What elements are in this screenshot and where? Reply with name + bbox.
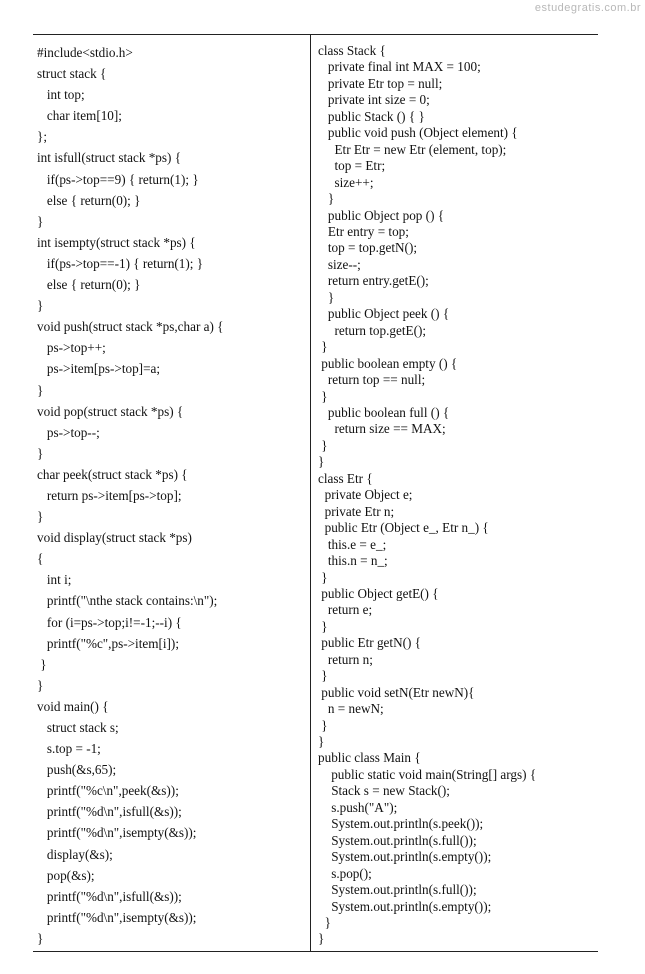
code-line: this.n = n_; xyxy=(318,553,388,569)
code-line: } xyxy=(318,437,328,453)
column-divider xyxy=(310,34,311,952)
code-line: private Object e; xyxy=(318,487,413,503)
code-line: this.e = e_; xyxy=(318,536,387,552)
code-line: } xyxy=(318,454,325,470)
code-line: }; xyxy=(37,129,47,145)
code-line: public Etr (Object e_, Etr n_) { xyxy=(318,520,489,536)
code-line: return top.getE(); xyxy=(318,322,427,338)
code-line: if(ps->top==-1) { return(1); } xyxy=(37,255,204,271)
code-line: private int size = 0; xyxy=(318,92,430,108)
code-line: } xyxy=(37,382,44,398)
code-line: char item[10]; xyxy=(37,108,122,124)
code-line: printf("%d\n",isfull(&s)); xyxy=(37,804,182,820)
code-line: ps->top++; xyxy=(37,340,106,356)
code-line: } xyxy=(318,668,328,684)
code-line: } xyxy=(318,915,331,931)
code-line: public static void main(String[] args) { xyxy=(318,766,537,782)
code-line: System.out.println(s.empty()); xyxy=(318,849,492,865)
code-line: return top == null; xyxy=(318,372,426,388)
code-line: printf("%d\n",isempty(&s)); xyxy=(37,825,197,841)
site-watermark: estudegratis.com.br xyxy=(534,2,641,14)
code-line: push(&s,65); xyxy=(37,762,117,778)
code-line: display(&s); xyxy=(37,846,113,862)
code-line: } xyxy=(37,298,44,314)
code-line: Etr entry = top; xyxy=(318,223,409,239)
code-line: return ps->item[ps->top]; xyxy=(37,487,182,503)
code-line: void pop(struct stack *ps) { xyxy=(37,403,184,419)
code-line: } xyxy=(37,445,44,461)
code-line: private final int MAX = 100; xyxy=(318,59,481,75)
code-line: } xyxy=(37,213,44,229)
code-line: s.top = -1; xyxy=(37,741,101,757)
code-line: int isempty(struct stack *ps) { xyxy=(37,234,196,250)
code-line: public Object peek () { xyxy=(318,306,450,322)
code-line: Stack s = new Stack(); xyxy=(318,783,450,799)
code-line: public boolean full () { xyxy=(318,404,450,420)
code-line: void push(struct stack *ps,char a) { xyxy=(37,319,224,335)
code-line: class Stack { xyxy=(318,43,386,58)
code-line: private Etr n; xyxy=(318,503,395,519)
code-line: s.push("A"); xyxy=(318,799,398,815)
code-line: printf("%d\n",isempty(&s)); xyxy=(37,909,197,925)
code-line: int isfull(struct stack *ps) { xyxy=(37,150,182,166)
code-line: public class Main { xyxy=(318,750,421,766)
code-line: System.out.println(s.full()); xyxy=(318,882,477,898)
code-line: int top; xyxy=(37,87,85,103)
code-line: return n; xyxy=(318,651,373,667)
code-line: struct stack { xyxy=(37,66,107,82)
code-line: private Etr top = null; xyxy=(318,75,443,91)
code-comparison-table xyxy=(33,34,598,952)
code-line: System.out.println(s.empty()); xyxy=(318,898,492,914)
code-line: size--; xyxy=(318,256,361,272)
code-line: } xyxy=(318,289,335,305)
code-line: } xyxy=(37,677,44,693)
code-line: printf("%c\n",peek(&s)); xyxy=(37,783,179,799)
code-line: } xyxy=(318,339,328,355)
code-line: } xyxy=(318,191,335,207)
code-line: System.out.println(s.peek()); xyxy=(318,816,484,832)
code-line: class Etr { xyxy=(318,470,373,486)
code-line: } xyxy=(318,931,325,947)
code-line: } xyxy=(37,656,47,672)
code-line: public Stack () { } xyxy=(318,108,425,124)
table-top-border xyxy=(33,34,598,35)
code-line: public Object getE() { xyxy=(318,585,439,601)
code-line: char peek(struct stack *ps) { xyxy=(37,466,188,482)
code-line: else { return(0); } xyxy=(37,277,141,293)
code-line: printf("%c",ps->item[i]); xyxy=(37,635,179,651)
code-line: for (i=ps->top;i!=-1;--i) { xyxy=(37,614,182,630)
code-line: } xyxy=(318,388,328,404)
code-line: } xyxy=(318,618,328,634)
code-line: printf("\nthe stack contains:\n"); xyxy=(37,593,218,609)
code-line: } xyxy=(318,569,328,585)
code-line: } xyxy=(318,734,325,750)
code-line: #include<stdio.h> xyxy=(37,45,133,60)
code-line: size++; xyxy=(318,174,374,190)
code-line: return size == MAX; xyxy=(318,421,446,437)
code-line: s.pop(); xyxy=(318,865,372,881)
code-line: { xyxy=(37,551,44,567)
code-line: public void push (Object element) { xyxy=(318,125,518,141)
code-line: void display(struct stack *ps) xyxy=(37,530,192,546)
code-line: Etr Etr = new Etr (element, top); xyxy=(318,141,507,157)
code-line: n = newN; xyxy=(318,701,384,717)
code-line: if(ps->top==9) { return(1); } xyxy=(37,171,199,187)
code-line: return entry.getE(); xyxy=(318,273,429,289)
code-line: struct stack s; xyxy=(37,720,119,735)
code-line: } xyxy=(37,509,44,525)
code-line: printf("%d\n",isfull(&s)); xyxy=(37,888,182,904)
code-line: public void setN(Etr newN){ xyxy=(318,684,475,700)
code-line: top = top.getN(); xyxy=(318,240,418,256)
code-line: int i; xyxy=(37,572,72,588)
code-line: } xyxy=(318,717,328,733)
code-line: else { return(0); } xyxy=(37,192,141,208)
code-line: ps->item[ps->top]=a; xyxy=(37,361,161,377)
code-line: public Object pop () { xyxy=(318,207,445,223)
code-line: System.out.println(s.full()); xyxy=(318,832,477,848)
java-code-block xyxy=(318,43,536,948)
code-line: public boolean empty () { xyxy=(318,355,458,371)
code-line: ps->top--; xyxy=(37,424,100,440)
table-bottom-border xyxy=(33,951,598,952)
code-line: void main() { xyxy=(37,698,109,714)
code-line: } xyxy=(37,930,44,946)
code-line: return e; xyxy=(318,602,373,618)
code-line: pop(&s); xyxy=(37,867,95,883)
code-line: public Etr getN() { xyxy=(318,635,422,651)
c-code-block xyxy=(37,42,224,949)
code-line: top = Etr; xyxy=(318,158,386,174)
